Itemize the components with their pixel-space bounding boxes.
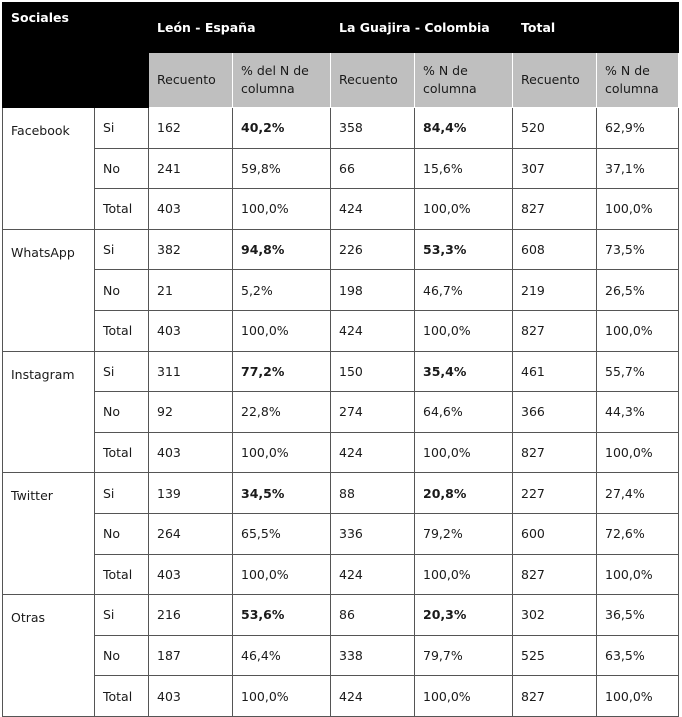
percent-cell: 22,8%	[233, 392, 331, 433]
count-cell: 21	[149, 270, 233, 311]
percent-cell: 79,7%	[415, 635, 513, 676]
table-body	[3, 108, 679, 717]
count-cell: 216	[149, 595, 233, 636]
count-cell: 461	[513, 351, 597, 392]
percent-cell: 94,8%	[233, 229, 331, 270]
percent-cell: 100,0%	[233, 554, 331, 595]
count-cell: 424	[331, 554, 415, 595]
subcol-header: Recuento	[149, 53, 233, 108]
row-label: Si	[95, 229, 149, 270]
table-row	[3, 473, 679, 514]
row-label: No	[95, 513, 149, 554]
count-cell: 307	[513, 148, 597, 189]
percent-cell: 34,5%	[233, 473, 331, 514]
count-cell: 302	[513, 595, 597, 636]
count-cell: 88	[331, 473, 415, 514]
count-cell: 525	[513, 635, 597, 676]
header-row-subcols	[3, 53, 679, 108]
percent-cell: 100,0%	[415, 310, 513, 351]
row-label: No	[95, 392, 149, 433]
network-name: Twitter	[3, 473, 95, 595]
percent-cell: 15,6%	[415, 148, 513, 189]
percent-cell: 62,9%	[597, 108, 679, 149]
table-row	[3, 189, 679, 230]
percent-cell: 63,5%	[597, 635, 679, 676]
percent-cell: 20,3%	[415, 595, 513, 636]
row-label: No	[95, 635, 149, 676]
header-blank	[3, 53, 149, 108]
count-cell: 366	[513, 392, 597, 433]
crosstab-table	[2, 2, 679, 717]
table-row	[3, 392, 679, 433]
percent-cell: 53,6%	[233, 595, 331, 636]
table-row	[3, 351, 679, 392]
row-label: Total	[95, 432, 149, 473]
count-cell: 827	[513, 189, 597, 230]
percent-cell: 100,0%	[233, 432, 331, 473]
row-label: Total	[95, 554, 149, 595]
row-label: Total	[95, 189, 149, 230]
table-row	[3, 554, 679, 595]
table-row	[3, 676, 679, 717]
count-cell: 264	[149, 513, 233, 554]
row-label: No	[95, 148, 149, 189]
percent-cell: 44,3%	[597, 392, 679, 433]
percent-cell: 100,0%	[415, 676, 513, 717]
count-cell: 424	[331, 310, 415, 351]
count-cell: 66	[331, 148, 415, 189]
count-cell: 403	[149, 310, 233, 351]
percent-cell: 100,0%	[597, 676, 679, 717]
count-cell: 86	[331, 595, 415, 636]
corner-label: Sociales	[3, 3, 149, 53]
header-row-groups	[3, 3, 679, 53]
percent-cell: 100,0%	[415, 432, 513, 473]
network-name: WhatsApp	[3, 229, 95, 351]
row-label: No	[95, 270, 149, 311]
percent-cell: 36,5%	[597, 595, 679, 636]
table-row	[3, 270, 679, 311]
percent-cell: 37,1%	[597, 148, 679, 189]
count-cell: 226	[331, 229, 415, 270]
count-cell: 187	[149, 635, 233, 676]
table-row	[3, 513, 679, 554]
percent-cell: 55,7%	[597, 351, 679, 392]
percent-cell: 40,2%	[233, 108, 331, 149]
table-row	[3, 229, 679, 270]
percent-cell: 100,0%	[233, 676, 331, 717]
percent-cell: 73,5%	[597, 229, 679, 270]
percent-cell: 5,2%	[233, 270, 331, 311]
count-cell: 227	[513, 473, 597, 514]
count-cell: 162	[149, 108, 233, 149]
percent-cell: 100,0%	[415, 189, 513, 230]
percent-cell: 26,5%	[597, 270, 679, 311]
percent-cell: 100,0%	[597, 432, 679, 473]
percent-cell: 20,8%	[415, 473, 513, 514]
table-row	[3, 148, 679, 189]
count-cell: 403	[149, 432, 233, 473]
percent-cell: 100,0%	[597, 554, 679, 595]
row-label: Si	[95, 595, 149, 636]
percent-cell: 53,3%	[415, 229, 513, 270]
count-cell: 274	[331, 392, 415, 433]
count-cell: 219	[513, 270, 597, 311]
table-row	[3, 635, 679, 676]
count-cell: 608	[513, 229, 597, 270]
count-cell: 424	[331, 189, 415, 230]
group-header-guajira: La Guajira - Colombia	[331, 3, 513, 53]
group-header-total: Total	[513, 3, 679, 53]
count-cell: 827	[513, 676, 597, 717]
count-cell: 424	[331, 676, 415, 717]
count-cell: 311	[149, 351, 233, 392]
count-cell: 382	[149, 229, 233, 270]
percent-cell: 100,0%	[597, 310, 679, 351]
count-cell: 139	[149, 473, 233, 514]
count-cell: 338	[331, 635, 415, 676]
count-cell: 827	[513, 432, 597, 473]
count-cell: 92	[149, 392, 233, 433]
count-cell: 150	[331, 351, 415, 392]
subcol-header: % del N de columna	[233, 53, 331, 108]
percent-cell: 64,6%	[415, 392, 513, 433]
percent-cell: 84,4%	[415, 108, 513, 149]
table-row	[3, 108, 679, 149]
percent-cell: 100,0%	[233, 310, 331, 351]
row-label: Si	[95, 351, 149, 392]
percent-cell: 77,2%	[233, 351, 331, 392]
percent-cell: 72,6%	[597, 513, 679, 554]
row-label: Si	[95, 473, 149, 514]
subcol-header: Recuento	[331, 53, 415, 108]
row-label: Si	[95, 108, 149, 149]
count-cell: 403	[149, 554, 233, 595]
subcol-header: % N de columna	[415, 53, 513, 108]
percent-cell: 100,0%	[415, 554, 513, 595]
percent-cell: 100,0%	[597, 189, 679, 230]
percent-cell: 35,4%	[415, 351, 513, 392]
percent-cell: 65,5%	[233, 513, 331, 554]
count-cell: 827	[513, 554, 597, 595]
row-label: Total	[95, 310, 149, 351]
table-row	[3, 595, 679, 636]
percent-cell: 79,2%	[415, 513, 513, 554]
network-name: Instagram	[3, 351, 95, 473]
count-cell: 520	[513, 108, 597, 149]
count-cell: 600	[513, 513, 597, 554]
network-name: Facebook	[3, 108, 95, 230]
percent-cell: 100,0%	[233, 189, 331, 230]
percent-cell: 59,8%	[233, 148, 331, 189]
percent-cell: 27,4%	[597, 473, 679, 514]
count-cell: 336	[331, 513, 415, 554]
subcol-header: Recuento	[513, 53, 597, 108]
row-label: Total	[95, 676, 149, 717]
count-cell: 403	[149, 189, 233, 230]
count-cell: 424	[331, 432, 415, 473]
table-row	[3, 310, 679, 351]
percent-cell: 46,7%	[415, 270, 513, 311]
count-cell: 358	[331, 108, 415, 149]
subcol-header: % N de columna	[597, 53, 679, 108]
percent-cell: 46,4%	[233, 635, 331, 676]
count-cell: 198	[331, 270, 415, 311]
count-cell: 403	[149, 676, 233, 717]
group-header-leon: León - España	[149, 3, 331, 53]
count-cell: 241	[149, 148, 233, 189]
count-cell: 827	[513, 310, 597, 351]
table-row	[3, 432, 679, 473]
network-name: Otras	[3, 595, 95, 717]
